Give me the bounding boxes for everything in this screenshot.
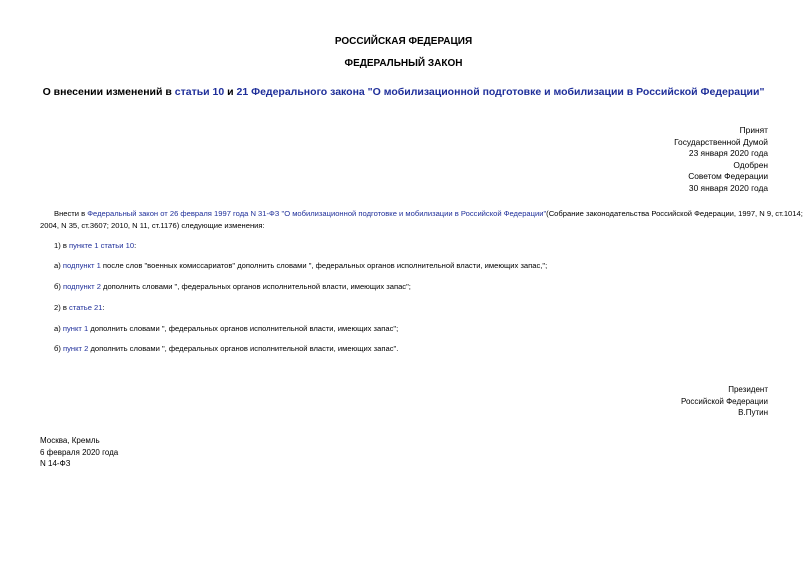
- item-1a-text: после слов "военных комиссариатов" дополнить словами ", федеральных органов исполнительной власти, имеющих запас,";: [100, 261, 548, 270]
- item-1b-prefix: б): [54, 282, 63, 291]
- item-2b-link[interactable]: пункт 2: [63, 344, 89, 353]
- signature-line: В.Путин: [738, 408, 768, 417]
- law-title-and: и: [224, 86, 237, 98]
- document-type-heading: ФЕДЕРАЛЬНЫЙ ЗАКОН: [344, 58, 463, 69]
- federal-law-link[interactable]: 21 Федерального закона "О мобилизационной подготовке и мобилизации в Российской Федерации": [236, 86, 765, 98]
- item-1b: [54, 281, 411, 293]
- item-1-link[interactable]: пункте 1 статьи 10: [69, 241, 135, 250]
- item-1-prefix: 1) в: [54, 241, 70, 250]
- law-title: [0, 86, 807, 98]
- item-1-suffix: :: [134, 241, 137, 250]
- adoption-line: Советом Федерации: [688, 171, 768, 181]
- item-2b: [54, 343, 398, 355]
- adoption-line: Одобрен: [733, 159, 768, 170]
- country-heading: РОССИЙСКАЯ ФЕДЕРАЦИЯ: [334, 36, 473, 47]
- item-2-suffix: :: [102, 303, 105, 312]
- law-title-prefix: О внесении изменений в: [42, 86, 175, 98]
- item-2b-text: дополнить словами ", федеральных органов исполнительной власти, имеющих запас".: [88, 344, 399, 353]
- item-2: [54, 302, 105, 314]
- item-1a: [54, 260, 547, 272]
- item-2b-prefix: б): [54, 344, 63, 353]
- signature-line: Президент: [728, 385, 768, 394]
- signature-block: [681, 384, 768, 419]
- intro-prefix: Внести в: [54, 209, 88, 218]
- article-10-link[interactable]: статьи 10: [174, 86, 225, 98]
- item-2-link[interactable]: статье 21: [69, 303, 103, 312]
- date-line: 6 февраля 2020 года: [40, 447, 119, 457]
- adoption-line: Государственной Думой: [674, 136, 768, 147]
- place-date-block: [40, 435, 118, 470]
- law-number-line: N 14-ФЗ: [40, 459, 71, 468]
- place-line: Москва, Кремль: [40, 436, 100, 445]
- intro-source: (Собрание законодательства Российской Федерации, 1997, N 9, ст.1014;: [546, 209, 803, 218]
- item-2a-link[interactable]: пункт 1: [62, 324, 89, 333]
- item-1: [54, 240, 136, 252]
- intro-paragraph-line-1: [54, 208, 803, 220]
- item-1a-link[interactable]: подпункт 1: [62, 261, 101, 270]
- adoption-block: [674, 125, 768, 194]
- federal-law-31fz-link[interactable]: Федеральный закон от 26 февраля 1997 года N 31-ФЗ "О мобилизационной подготовке и мобилизации в Российской Федерации": [87, 209, 547, 218]
- item-1a-prefix: а): [54, 261, 63, 270]
- adoption-line: Принят: [739, 125, 768, 135]
- item-1b-text: дополнить словами ", федеральных органов исполнительной власти, имеющих запас";: [100, 282, 411, 291]
- item-1b-link[interactable]: подпункт 2: [63, 282, 101, 291]
- item-2a-text: дополнить словами ", федеральных органов исполнительной власти, имеющих запас";: [88, 324, 399, 333]
- intro-paragraph-line-2: 2004, N 35, ст.3607; 2010, N 11, ст.1176) следующие изменения:: [40, 221, 265, 230]
- item-2a: [54, 323, 398, 335]
- item-2a-prefix: а): [54, 324, 63, 333]
- item-2-prefix: 2) в: [54, 303, 70, 312]
- signature-line: Российской Федерации: [681, 396, 768, 406]
- adoption-line: 30 января 2020 года: [688, 182, 768, 193]
- adoption-line: 23 января 2020 года: [688, 148, 768, 158]
